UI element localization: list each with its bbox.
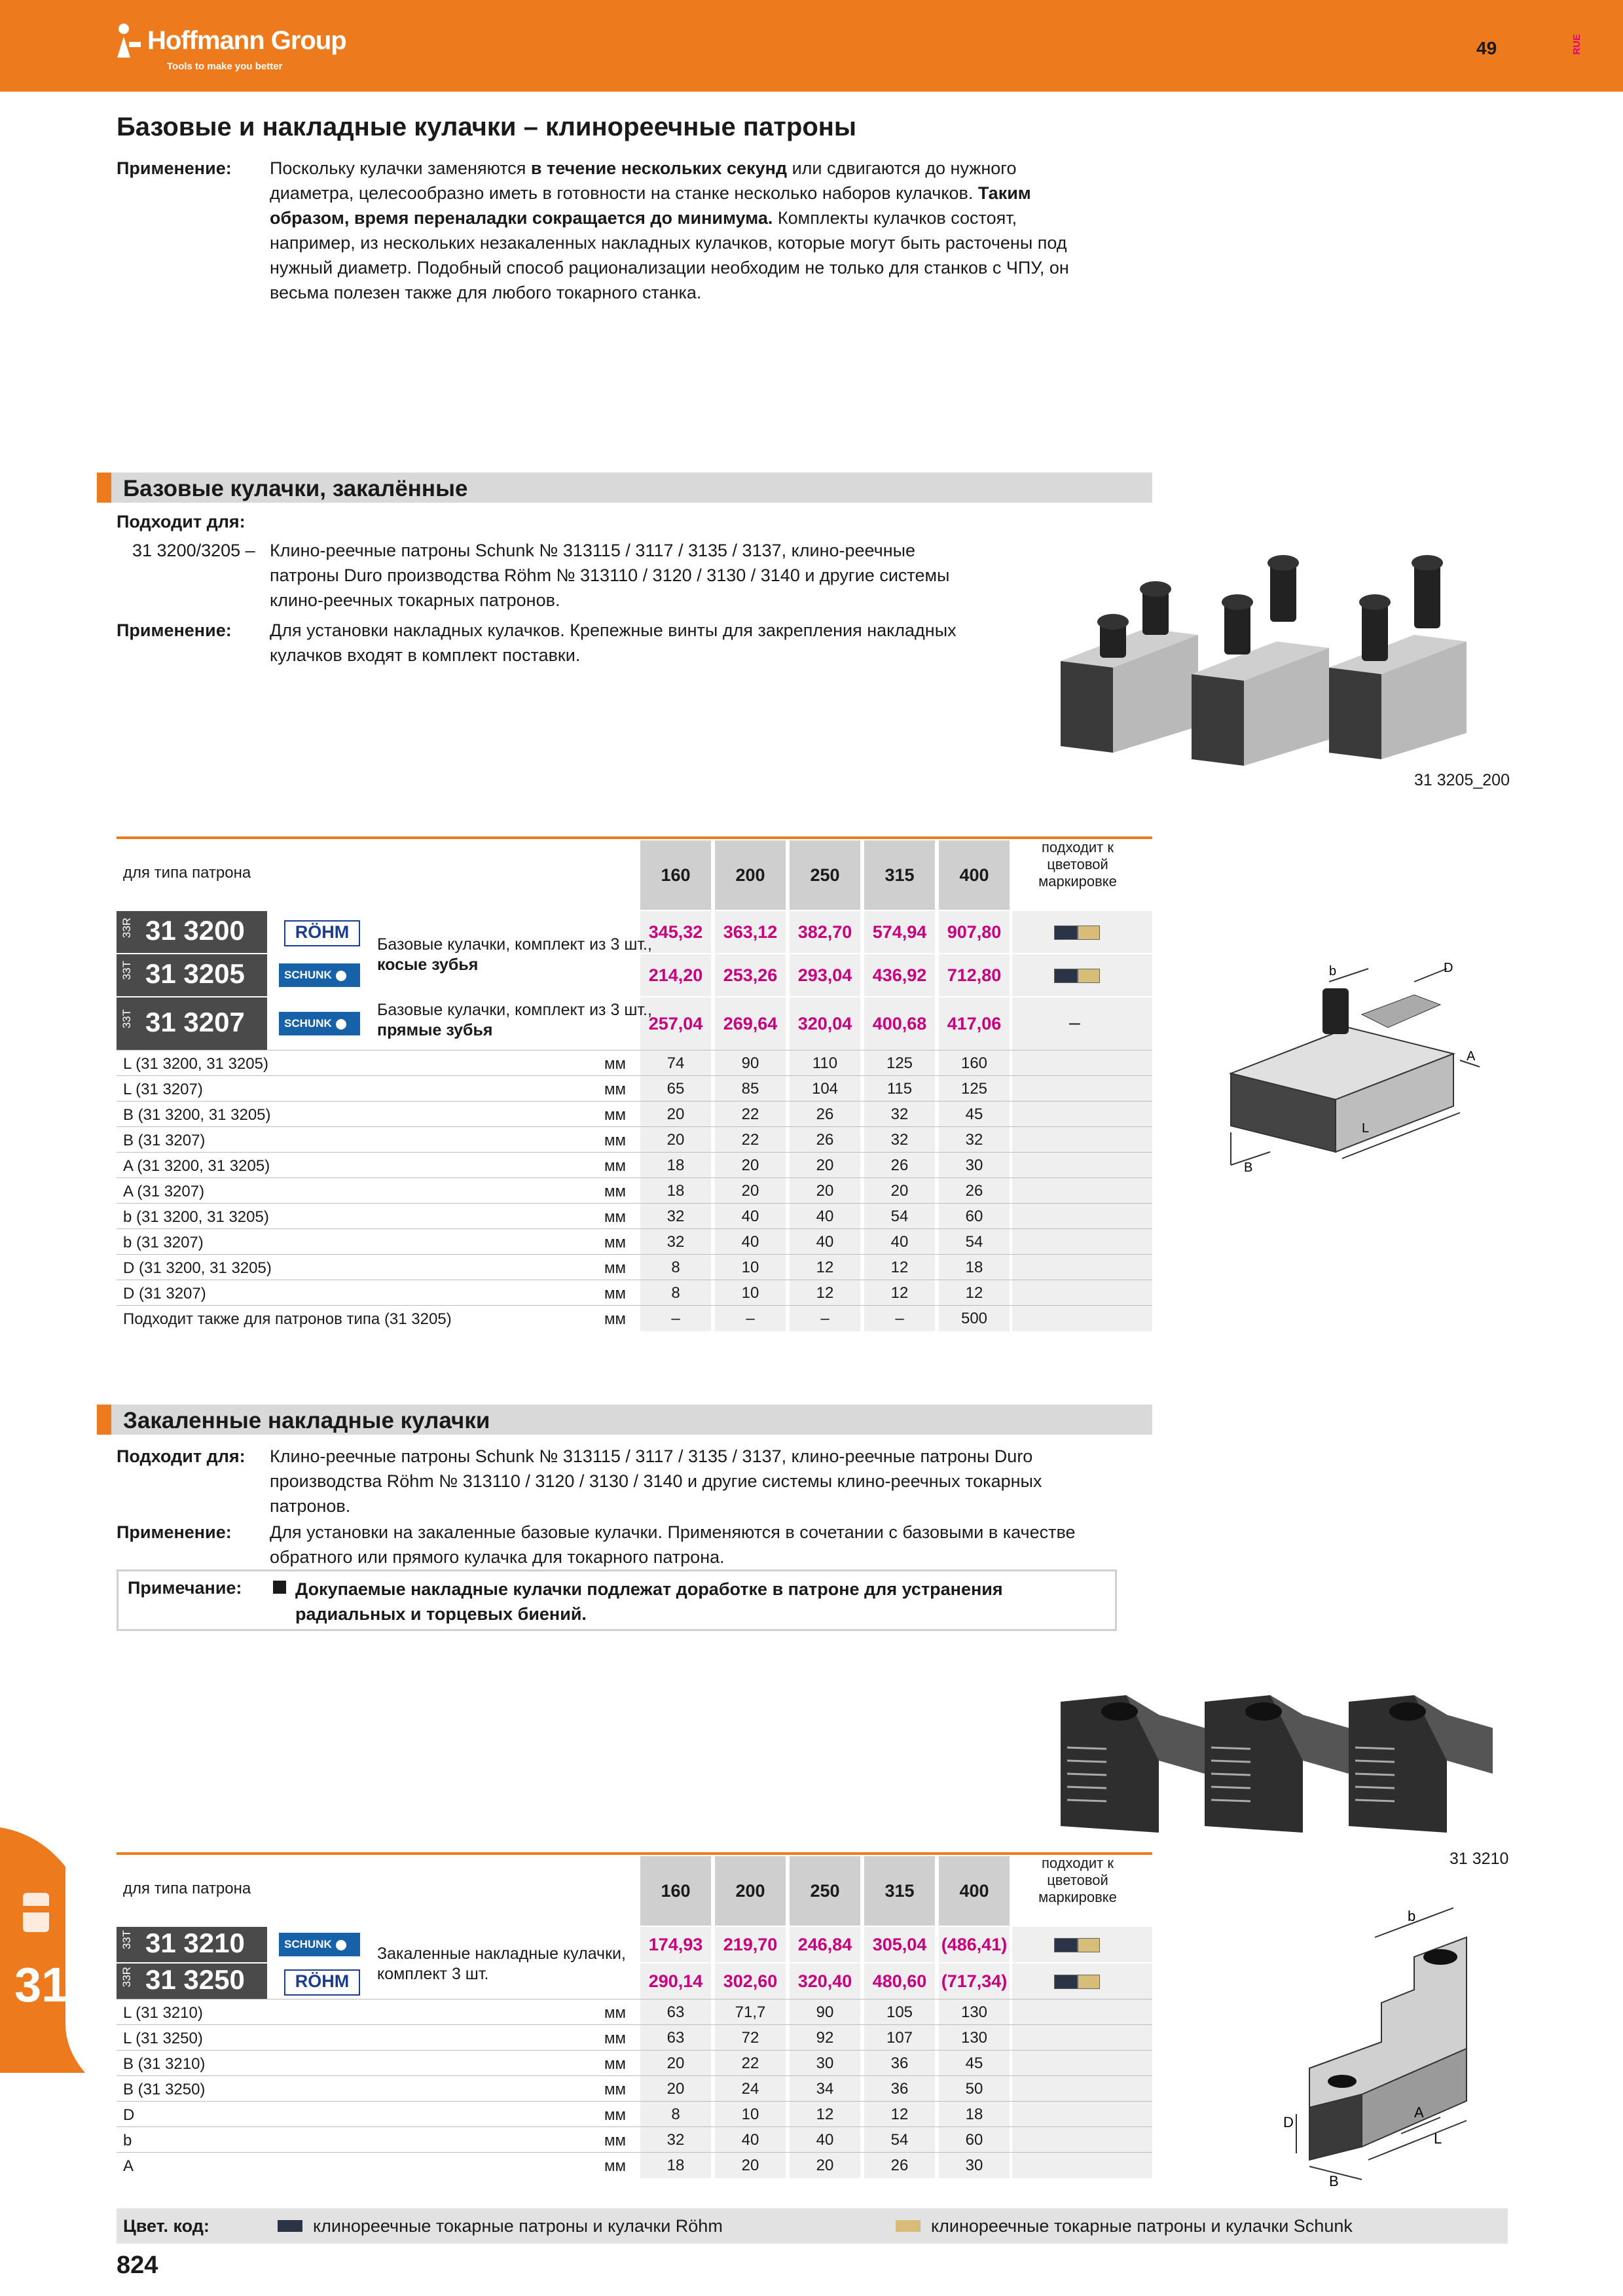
color-code-legend — [117, 2208, 1508, 2244]
size-header: 315 — [864, 1856, 935, 1926]
color-mark-icon — [1054, 1975, 1101, 1989]
brand-name: Hoffmann Group — [147, 26, 346, 55]
table-row — [117, 1075, 1152, 1102]
row-label: D (31 3207) — [123, 1285, 206, 1302]
row-label: A (31 3200, 31 3205) — [123, 1157, 270, 1175]
table-cell: 26 — [939, 1178, 1010, 1204]
table-cell: 92 — [790, 2025, 860, 2051]
table-cell: 40 — [715, 2127, 786, 2153]
row-unit: мм — [604, 1055, 626, 1073]
dim-A-label: A — [1414, 2104, 1424, 2121]
use-label: Применение: — [117, 620, 232, 640]
table-row — [117, 1050, 1152, 1076]
table-cell: 22 — [715, 1127, 786, 1153]
table-cell: 20 — [715, 1153, 786, 1178]
base-jaws-photo — [1048, 537, 1506, 772]
page-number-top: 49 — [1476, 38, 1497, 58]
size-header: 250 — [790, 840, 860, 910]
color-mark-icon — [1054, 1938, 1101, 1952]
price-cell: (717,34) — [939, 1964, 1010, 1999]
color-mark-cell — [1012, 997, 1152, 1050]
chuck-type-label: для типа патрона — [123, 864, 251, 882]
article-prefix: 33T — [120, 1009, 133, 1029]
table-cell: 74 — [640, 1050, 711, 1076]
top-jaws-photo — [1048, 1676, 1506, 1839]
table-cell: 63 — [640, 2000, 711, 2025]
table-cell: 12 — [790, 1280, 860, 1306]
table-cell: 20 — [640, 1127, 711, 1153]
table-cell — [1012, 2051, 1152, 2076]
table-cell: 18 — [640, 1153, 711, 1178]
row-unit: мм — [604, 1132, 626, 1149]
row-label: b (31 3200, 31 3205) — [123, 1208, 269, 1226]
row-label: L (31 3200, 31 3205) — [123, 1055, 268, 1073]
table-cell — [1012, 1306, 1152, 1331]
color-mark-icon — [1054, 969, 1101, 983]
table-cell: 20 — [715, 1178, 786, 1204]
price-cell: 305,04 — [864, 1927, 935, 1962]
row-unit: мм — [604, 1310, 626, 1328]
fits-code: 31 3200/3205 – — [132, 541, 255, 560]
jaw-3 — [1329, 555, 1467, 759]
row-unit: мм — [604, 2157, 626, 2175]
table-cell: 65 — [640, 1076, 711, 1102]
row-unit: мм — [604, 1234, 626, 1251]
table-cell — [1012, 2102, 1152, 2127]
row-label: B (31 3207) — [123, 1132, 206, 1149]
table-header — [117, 836, 1152, 910]
table-cell: 10 — [715, 2102, 786, 2127]
row-label: A — [123, 2157, 134, 2175]
dim-b-label: b — [1408, 1908, 1416, 1924]
table-cell: 26 — [790, 1127, 860, 1153]
table-cell: 40 — [715, 1229, 786, 1255]
intro-text — [270, 156, 1154, 305]
table-cell: 12 — [790, 2102, 860, 2127]
jaw-1 — [1061, 581, 1198, 753]
chapter-tab — [0, 1827, 85, 2073]
row-unit: мм — [604, 2055, 626, 2073]
jaw-2 — [1192, 555, 1329, 766]
table-row — [117, 2075, 1152, 2102]
article-prefix: 33T — [120, 1930, 133, 1950]
price-cell: 253,26 — [715, 954, 786, 996]
fits-text: Клино-реечные патроны Schunk № 313115 / 3117 / 3135 / 3137, клино-реечные патроны Duro производства Röhm № 313110 / 3120 / 3130 / 3140 и другие системы клино-реечных токарных патронов. — [270, 1446, 1042, 1516]
chapter-number: 31 — [14, 1958, 69, 2012]
table-cell: 90 — [790, 2000, 860, 2025]
table-cell: 30 — [790, 2051, 860, 2076]
table-cell: 40 — [790, 1204, 860, 1229]
chuck-type-label: для типа патрона — [123, 1880, 251, 1897]
row-label: b — [123, 2132, 132, 2149]
table-cell: 105 — [864, 2000, 935, 2025]
table-row — [117, 2126, 1152, 2153]
table-cell: 85 — [715, 1076, 786, 1102]
table-cell: 18 — [939, 2102, 1010, 2127]
row-unit: мм — [604, 1183, 626, 1200]
base-jaws-table — [117, 836, 1152, 1354]
price-cell: (486,41) — [939, 1927, 1010, 1962]
table-cell: 50 — [939, 2076, 1010, 2102]
dim-b-label: b — [1329, 964, 1337, 978]
fits-label: Подходит для: — [117, 512, 246, 531]
page-title: Базовые и накладные кулачки – клинореечные патроны — [117, 113, 857, 141]
row-label: L (31 3207) — [123, 1081, 203, 1098]
table-cell: 20 — [790, 2153, 860, 2178]
dim-B-label: B — [1329, 2173, 1339, 2186]
row-unit: мм — [604, 1208, 626, 1226]
intro-line: например, из нескольких незакаленных накладных кулачков, которые могут быть расточены под — [270, 233, 1067, 253]
table-cell: 32 — [640, 2127, 711, 2153]
table-cell: 90 — [715, 1050, 786, 1076]
table-row — [117, 1203, 1152, 1229]
size-header: 400 — [939, 1856, 1010, 1926]
table-cell: 125 — [864, 1050, 935, 1076]
table-cell: 12 — [864, 2102, 935, 2127]
intro-line: весьма полезен также для любого токарного станка. — [270, 283, 702, 302]
table-cell — [1012, 1178, 1152, 1204]
table-cell: 30 — [939, 2153, 1010, 2178]
table-cell: 40 — [715, 1204, 786, 1229]
article-code: 31 3205 — [145, 958, 245, 989]
row-unit: мм — [604, 2004, 626, 2022]
article-prefix: 33R — [120, 918, 133, 939]
note-box — [117, 1570, 1117, 1631]
intro-line: диаметра, целесообразно иметь в готовности на станке несколько наборов кулачков. Таким — [270, 183, 1031, 203]
note-text: Докупаемые накладные кулачки подлежат доработке в патроне для устранения радиальных и торцевых биений. — [295, 1579, 1003, 1624]
dim-D-label: D — [1444, 961, 1453, 975]
price-cell: 174,93 — [640, 1927, 711, 1962]
table-cell: 24 — [715, 2076, 786, 2102]
use-text: Для установки на закаленные базовые кулачки. Применяются в сочетании с базовыми в качестве обратного или прямого кулачка для токарного патрона. — [270, 1522, 1076, 1567]
fits-label: Подходит для: — [117, 1446, 246, 1466]
table-cell — [1012, 2076, 1152, 2102]
price-cell: 436,92 — [864, 954, 935, 996]
table-cell: 130 — [939, 2000, 1010, 2025]
price-cell: 269,64 — [715, 997, 786, 1050]
color-mark-header: подходит к цветовой маркировке — [1038, 1855, 1117, 1905]
table-row — [117, 1101, 1152, 1127]
color-mark-header: подходит к цветовой маркировке — [1038, 839, 1117, 889]
table-header — [117, 1852, 1152, 1926]
table-row — [117, 2152, 1152, 2178]
article-code: 31 3207 — [145, 1007, 245, 1037]
size-header: 400 — [939, 840, 1010, 910]
price-cell: 480,60 — [864, 1964, 935, 1999]
table-cell: 12 — [864, 1255, 935, 1280]
table-cell: 20 — [715, 2153, 786, 2178]
table-cell: 32 — [640, 1204, 711, 1229]
table-cell: 22 — [715, 2051, 786, 2076]
table-cell — [1012, 1102, 1152, 1127]
table-cell: 45 — [939, 1102, 1010, 1127]
table-cell: 20 — [640, 2076, 711, 2102]
fits-text: Клино-реечные патроны Schunk № 313115 / 3117 / 3135 / 3137, клино-реечные патроны Duro производства Röhm № 313110 / 3120 / 3130 / 3140 и другие системы клино-реечных токарных патронов. — [270, 541, 950, 610]
price-cell: 363,12 — [715, 911, 786, 953]
table-cell — [1012, 1050, 1152, 1076]
price-cell: 907,80 — [939, 911, 1010, 953]
intro-line: Поскольку кулачки заменяются в течение нескольких секунд или сдвигаются до нужного — [270, 158, 1017, 178]
price-cell: 302,60 — [715, 1964, 786, 1999]
table-cell: 32 — [864, 1127, 935, 1153]
row-label: A (31 3207) — [123, 1183, 205, 1200]
price-cell: 400,68 — [864, 997, 935, 1050]
page-number-bottom: 824 — [117, 2251, 158, 2279]
table-cell — [1012, 1076, 1152, 1102]
table-row — [117, 1177, 1152, 1204]
row-unit: мм — [604, 1081, 626, 1098]
price-cell: 320,04 — [790, 997, 860, 1050]
row-unit: мм — [604, 2030, 626, 2047]
table-cell: 12 — [864, 1280, 935, 1306]
row-unit: мм — [604, 1106, 626, 1124]
table-cell: 107 — [864, 2025, 935, 2051]
table-cell: 12 — [790, 1255, 860, 1280]
table-cell: 22 — [715, 1102, 786, 1127]
table-cell: 10 — [715, 1280, 786, 1306]
row-unit: мм — [604, 2081, 626, 2098]
intro-line: образом, время переналадки сокращается до минимума. Комплекты кулачков состоят, — [270, 208, 1017, 228]
price-cell: 219,70 — [715, 1927, 786, 1962]
table-cell: 115 — [864, 1076, 935, 1102]
table-cell: 71,7 — [715, 2000, 786, 2025]
article-prefix: 33T — [120, 961, 133, 980]
section-bar-base-jaws — [97, 473, 1152, 503]
table-cell: 26 — [864, 2153, 935, 2178]
size-header: 315 — [864, 840, 935, 910]
hoffmann-logo-icon — [115, 22, 142, 59]
dim-D-label: D — [1283, 2114, 1294, 2130]
product-description: Базовые кулачки, комплект из 3 шт., косые зубья — [377, 935, 652, 974]
rohm-logo-icon: RÖHM — [279, 1969, 357, 1993]
row-unit: мм — [604, 2132, 626, 2149]
table-cell: 125 — [939, 1076, 1010, 1102]
table-cell: 54 — [864, 2127, 935, 2153]
table-cell: 18 — [640, 1178, 711, 1204]
section-title: Базовые кулачки, закалённые — [123, 476, 468, 501]
table-cell: 60 — [939, 1204, 1010, 1229]
table-cell: 8 — [640, 2102, 711, 2127]
brand-tagline: Tools to make you better — [167, 61, 283, 72]
bullet-icon — [273, 1581, 286, 1594]
price-cell: 574,94 — [864, 911, 935, 953]
table-cell — [1012, 1255, 1152, 1280]
color-mark-none: – — [1069, 1012, 1080, 1033]
table-row — [117, 1999, 1152, 2025]
row-label: D (31 3200, 31 3205) — [123, 1259, 272, 1277]
table-cell: 10 — [715, 1255, 786, 1280]
use-text: Для установки накладных кулачков. Крепежные винты для закрепления накладных кулачков входят в комплект поставки. — [270, 620, 957, 665]
top-jaws-table — [117, 1852, 1152, 2193]
row-unit: мм — [604, 1285, 626, 1302]
section-bar-top-jaws — [97, 1405, 1152, 1435]
table-cell: 54 — [864, 1204, 935, 1229]
table-cell: 54 — [939, 1229, 1010, 1255]
price-cell: 293,04 — [790, 954, 860, 996]
size-header: 250 — [790, 1856, 860, 1926]
table-cell: 20 — [640, 1102, 711, 1127]
price-cell: 712,80 — [939, 954, 1010, 996]
table-cell: 8 — [640, 1255, 711, 1280]
table-cell — [1012, 1204, 1152, 1229]
row-label: B (31 3200, 31 3205) — [123, 1106, 271, 1124]
article-code: 31 3250 — [145, 1964, 245, 1995]
table-cell — [1012, 1153, 1152, 1178]
table-cell: 40 — [790, 1229, 860, 1255]
dim-B-label: B — [1244, 1160, 1253, 1175]
table-cell: 18 — [640, 2153, 711, 2178]
product-row[interactable] — [117, 1962, 1152, 1999]
row-label: b (31 3207) — [123, 1234, 204, 1251]
table-cell: 36 — [864, 2076, 935, 2102]
article-prefix: 33R — [120, 1967, 133, 1988]
row-label: D — [123, 2106, 135, 2124]
table-cell — [1012, 2000, 1152, 2025]
table-cell: – — [715, 1306, 786, 1331]
table-row — [117, 1280, 1152, 1306]
table-cell: 34 — [790, 2076, 860, 2102]
table-cell — [1012, 2025, 1152, 2051]
table-cell: 20 — [864, 1178, 935, 1204]
row-unit: мм — [604, 1259, 626, 1277]
dim-A-label: A — [1467, 1049, 1476, 1064]
table-cell: 20 — [640, 2051, 711, 2076]
table-cell: 8 — [640, 1280, 711, 1306]
table-row — [117, 1305, 1152, 1331]
table-cell: 30 — [939, 1153, 1010, 1178]
table-cell: 32 — [640, 1229, 711, 1255]
price-cell: 246,84 — [790, 1927, 860, 1962]
size-header: 160 — [640, 1856, 711, 1926]
row-unit: мм — [604, 1157, 626, 1175]
article-code: 31 3200 — [145, 915, 245, 946]
table-cell: 110 — [790, 1050, 860, 1076]
size-header: 200 — [715, 1856, 786, 1926]
legend-rohm-text: клинореечные токарные патроны и кулачки Röhm — [313, 2216, 723, 2236]
table-row — [117, 2101, 1152, 2127]
product-row[interactable] — [117, 1926, 1152, 1962]
intro-line: нужный диаметр. Подобный способ рационализации необходим не только для станков с ЧПУ, он — [270, 258, 1069, 278]
language-code: RUE — [1571, 34, 1582, 55]
legend-schunk-text: клинореечные токарные патроны и кулачки Schunk — [931, 2216, 1353, 2236]
price-cell: 214,20 — [640, 954, 711, 996]
schunk-logo-icon: SCHUNK — [279, 1933, 357, 1956]
product-description: Закаленные накладные кулачки, комплект 3 шт. — [377, 1945, 626, 1983]
table-cell: – — [790, 1306, 860, 1331]
table-cell — [1012, 2127, 1152, 2153]
table-cell: 45 — [939, 2051, 1010, 2076]
legend-label: Цвет. код: — [123, 2216, 210, 2236]
table-cell: 32 — [939, 1127, 1010, 1153]
table-cell: 72 — [715, 2025, 786, 2051]
row-label: B (31 3250) — [123, 2081, 206, 2098]
use-label: Применение: — [117, 1522, 232, 1542]
table-cell: – — [640, 1306, 711, 1331]
table-cell: 26 — [864, 1153, 935, 1178]
row-label: Подходит также для патронов типа (31 3205) — [123, 1310, 452, 1328]
price-cell: 257,04 — [640, 997, 711, 1050]
table-cell: 26 — [790, 1102, 860, 1127]
article-number[interactable] — [117, 954, 267, 996]
table-cell: 32 — [864, 1102, 935, 1127]
intro-label: Применение: — [117, 158, 232, 178]
table-cell: 20 — [790, 1178, 860, 1204]
table-cell: 130 — [939, 2025, 1010, 2051]
note-label: Примечание: — [128, 1578, 242, 1598]
table-cell: 18 — [939, 1255, 1010, 1280]
table-cell — [1012, 1229, 1152, 1255]
photo-caption: 31 3205_200 — [1414, 771, 1510, 789]
top-jaw-drawing — [1283, 1898, 1506, 2186]
price-cell: 382,70 — [790, 911, 860, 953]
table-row — [117, 2024, 1152, 2051]
table-cell — [1012, 1127, 1152, 1153]
price-cell: 320,40 — [790, 1964, 860, 1999]
schunk-swatch-icon — [896, 2220, 921, 2232]
article-number[interactable] — [117, 997, 267, 1050]
table-cell: 160 — [939, 1050, 1010, 1076]
table-cell: 60 — [939, 2127, 1010, 2153]
table-cell: 20 — [790, 1153, 860, 1178]
article-number[interactable] — [117, 1964, 267, 1999]
row-label: B (31 3210) — [123, 2055, 206, 2073]
table-cell: 12 — [939, 1280, 1010, 1306]
dim-L-label: L — [1362, 1121, 1370, 1136]
table-cell — [1012, 1280, 1152, 1306]
article-code: 31 3210 — [145, 1928, 245, 1958]
schunk-logo-icon: SCHUNK — [279, 1012, 357, 1035]
price-cell: 345,32 — [640, 911, 711, 953]
size-header: 200 — [715, 840, 786, 910]
table-row — [117, 1254, 1152, 1280]
table-row — [117, 1126, 1152, 1153]
rohm-swatch-icon — [278, 2220, 302, 2232]
color-mark-icon — [1054, 925, 1101, 940]
table-cell: – — [864, 1306, 935, 1331]
row-unit: мм — [604, 2106, 626, 2124]
table-cell: 500 — [939, 1306, 1010, 1331]
row-label: L (31 3210) — [123, 2004, 203, 2022]
price-cell: 417,06 — [939, 997, 1010, 1050]
price-cell: 290,14 — [640, 1964, 711, 1999]
table-row — [117, 1229, 1152, 1255]
section-title: Закаленные накладные кулачки — [123, 1408, 490, 1433]
table-row — [117, 1152, 1152, 1178]
dim-L-label: L — [1434, 2130, 1442, 2147]
table-row — [117, 2050, 1152, 2076]
row-label: L (31 3250) — [123, 2030, 203, 2047]
rohm-logo-icon: RÖHM — [279, 920, 357, 944]
table-cell: 40 — [864, 1229, 935, 1255]
table-cell — [1012, 2153, 1152, 2178]
product-description: Базовые кулачки, комплект из 3 шт., прямые зубья — [377, 1001, 652, 1039]
size-header: 160 — [640, 840, 711, 910]
article-number[interactable] — [117, 911, 267, 953]
base-jaw-drawing — [1218, 956, 1493, 1191]
table-cell: 104 — [790, 1076, 860, 1102]
photo-caption: 31 3210 — [1450, 1850, 1509, 1868]
table-cell: 40 — [790, 2127, 860, 2153]
table-cell: 36 — [864, 2051, 935, 2076]
table-cell: 63 — [640, 2025, 711, 2051]
article-number[interactable] — [117, 1927, 267, 1962]
schunk-logo-icon: SCHUNK — [279, 963, 357, 987]
